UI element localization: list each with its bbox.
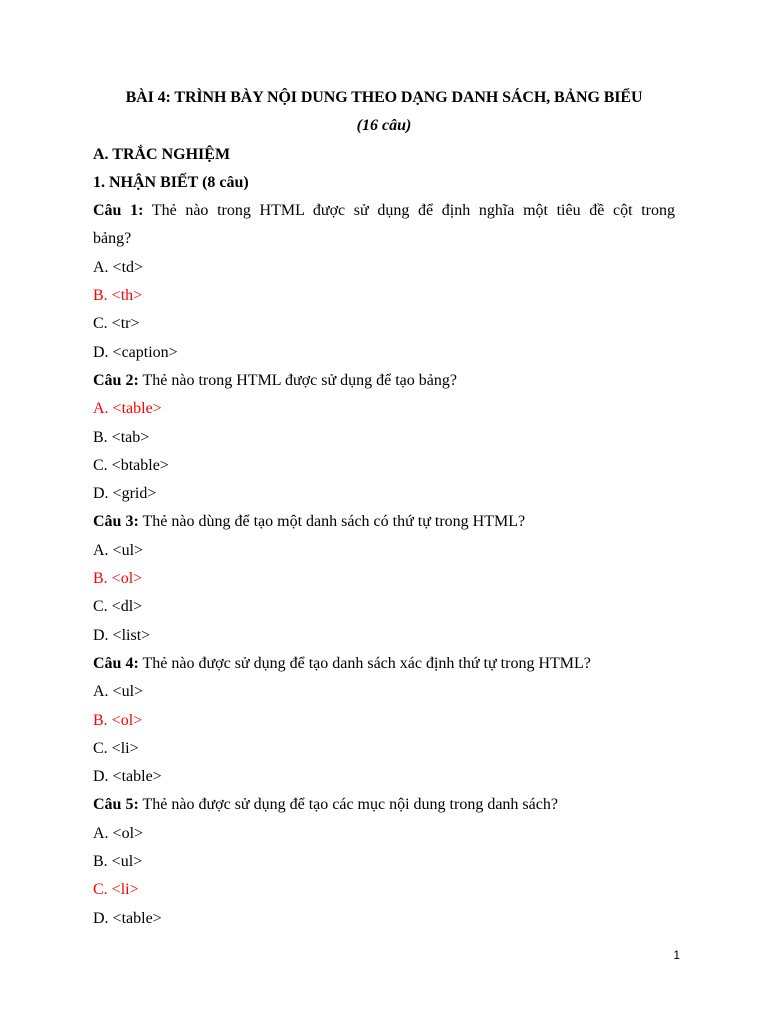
answer-option-correct: A. <table> <box>93 400 162 418</box>
answer-option: D. <table> <box>93 909 162 927</box>
answer-option: C. <tr> <box>93 315 140 333</box>
page-number: 1 <box>673 948 680 962</box>
question-label: Câu 3: <box>93 513 139 531</box>
answer-option: D. <table> <box>93 768 162 786</box>
answer-option: A. <ul> <box>93 541 144 559</box>
question-text: Thẻ nào được sử dụng để tạo các mục nội dung trong danh sách? <box>138 796 558 814</box>
question-label: Câu 4: <box>93 654 139 672</box>
question-label: Câu 2: <box>93 371 139 389</box>
answer-option-correct: C. <li> <box>93 881 139 899</box>
question-1 <box>93 197 675 225</box>
document-subtitle: (16 câu) <box>356 117 412 135</box>
question-text: Thẻ nào trong HTML được sử dụng để tạo bảng? <box>138 371 457 389</box>
question-text: Thẻ nào dùng để tạo một danh sách có thứ tự trong HTML? <box>138 513 526 531</box>
answer-option: C. <li> <box>93 739 139 757</box>
question-4 <box>93 650 675 678</box>
answer-option: D. <caption> <box>93 343 178 361</box>
answer-option: D. <list> <box>93 626 151 644</box>
answer-option: C. <btable> <box>93 456 169 474</box>
document-title: BÀI 4: TRÌNH BÀY NỘI DUNG THEO DẠNG DANH SÁCH, BẢNG BIỂU <box>125 89 643 106</box>
answer-option: B. <tab> <box>93 428 150 446</box>
answer-option: B. <ul> <box>93 853 143 871</box>
section-heading: A. TRẮC NGHIỆM <box>93 145 231 163</box>
answer-option-correct: B. <ol> <box>93 711 143 729</box>
question-3 <box>93 508 675 536</box>
answer-option-correct: B. <th> <box>93 287 143 305</box>
answer-option: A. <td> <box>93 258 144 276</box>
question-label: Câu 1: <box>93 202 144 220</box>
question-label: Câu 5: <box>93 796 139 814</box>
answer-option: C. <dl> <box>93 598 143 616</box>
question-text: Thẻ nào trong HTML được sử dụng để định nghĩa một tiêu đề cột trong <box>143 202 675 220</box>
question-text: Thẻ nào được sử dụng để tạo danh sách xác định thứ tự trong HTML? <box>138 654 591 672</box>
question-2 <box>93 367 675 395</box>
answer-option-correct: B. <ol> <box>93 570 143 588</box>
answer-option: D. <grid> <box>93 485 157 503</box>
answer-option: A. <ol> <box>93 824 144 842</box>
document-page <box>93 84 675 933</box>
question-1-continued: bảng? <box>93 230 132 248</box>
question-5 <box>93 791 675 819</box>
subsection-heading: 1. NHẬN BIẾT (8 câu) <box>93 173 249 191</box>
answer-option: A. <ul> <box>93 683 144 701</box>
